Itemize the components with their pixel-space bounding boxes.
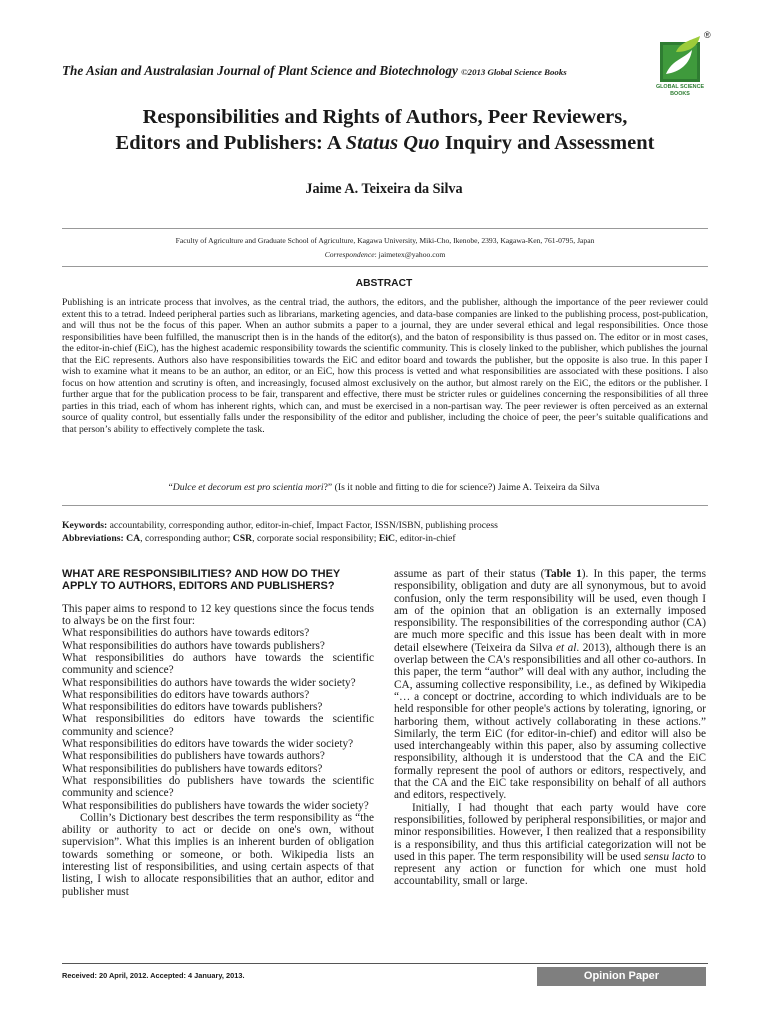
affiliation: Faculty of Agriculture and Graduate School of Agriculture, Kagawa University, Miki-Cho, Ikenobe, 2393, Kagawa-Ken, 761-0795, Japan xyxy=(175,236,595,245)
abstract-text: Publishing is an intricate process that involves, as the central triad, the authors, the editors, and the publisher, although the importance of the peer reviewer could extent this to a tetrad. Indeed peripheral parties such as librarians, marketing agencies, and data-base companies are linked to the publishing process, post-publication, and will thus not be the focus of this paper. When an author submits a paper to a journal, they are under several ethical and legal responsibilities. Once those responsibilities have been fulfilled, the manuscript then is in the hands of the editor(s), and the baton of responsibility is thus passed on. The editor or in most cases, the editor-in-chief (EiC), has the highest academic responsibility towards the scientific community. This is closely linked to the publisher, which publishes the journal that the EiC represents. Authors also have responsibilities towards the EiC and editor board and towards the publisher, but the opposite is also true. In this paper I wish to examine what it means to be an author, an editor, or an EiC, how this process is vetted and what responsibilities are associated with these positions. I also focus on how attention and scrutiny is often, and increasingly, focused almost exclusively on the author, but almost rarely on the EiC, the editors or the publisher. I further argue that for the publication process to be fair, transparent and effective, there must be stricter rules or guidelines concerning the responsibilities of all three parties in this triad, each of whom has inherent rights, which can, and must be exercised in a non-partisan way. The peer reviewer is often perceived as an external source of quality control, but essentially falls under the responsibility of the editor and publisher, including the choice of peer, the peer’s suitable qualifications and that person’s ability to effectively complete the task. xyxy=(62,297,708,435)
abstract-heading: ABSTRACT xyxy=(355,278,413,289)
question-12: What responsibilities do publishers have towards the wider society? xyxy=(62,799,369,812)
section-intro: This paper aims to respond to 12 key questions since the focus tends to always be on the first four: xyxy=(62,602,374,628)
divider-keywords xyxy=(62,505,708,506)
question-9: What responsibilities do publishers have towards authors? xyxy=(62,750,325,763)
journal-name: The Asian and Australasian Journal of Plant Science and Biotechnology xyxy=(62,63,458,78)
divider-top xyxy=(62,228,708,229)
paragraph-status xyxy=(394,568,706,802)
abbr-ca: CA xyxy=(126,532,141,544)
received-dates: Received: 20 April, 2012. Accepted: 4 January, 2013. xyxy=(62,971,245,980)
correspondence-sep: : xyxy=(374,250,379,259)
keywords-block xyxy=(62,520,708,545)
article-type-badge: Opinion Paper xyxy=(537,967,706,986)
abbr-csr: CSR xyxy=(232,532,253,544)
quote-open: “ xyxy=(168,482,173,493)
quote-latin: Dulce et decorum est pro scientia mori xyxy=(172,482,324,493)
abbreviations-label: Abbreviations: xyxy=(62,532,124,544)
abbr-csr-text: , corporate social responsibility; xyxy=(252,532,379,544)
paragraph-initially xyxy=(394,802,706,888)
keywords-label: Keywords: xyxy=(62,520,108,531)
question-1: What responsibilities do authors have towards editors? xyxy=(62,627,310,640)
column-left xyxy=(62,568,374,898)
question-7: What responsibilities do editors have towards the scientific community and science? xyxy=(62,713,374,738)
title-line-2-a: Editors and Publishers: A xyxy=(115,132,346,154)
divider-mid xyxy=(62,266,708,267)
correspondence-label: Correspondence xyxy=(324,250,375,259)
question-6: What responsibilities do editors have towards publishers? xyxy=(62,701,323,714)
p2-part-b: to represent any action or function for which one must hold accountability, small or large. xyxy=(394,850,707,888)
question-5: What responsibilities do editors have towards authors? xyxy=(62,688,310,701)
title-emphasis: Status Quo xyxy=(345,132,440,154)
copyright: ©2013 Global Science Books xyxy=(461,67,567,77)
author-name: Jaime A. Teixeira da Silva xyxy=(305,181,463,197)
abbreviations xyxy=(62,533,708,546)
leaf-logo-icon xyxy=(652,30,712,90)
logo-text-line1: GLOBAL SCIENCE xyxy=(655,84,705,90)
p1-part-a: assume as part of their status ( xyxy=(394,568,545,580)
column-right xyxy=(394,568,706,888)
correspondence-email[interactable]: jaimetex@yahoo.com xyxy=(378,250,446,259)
question-8: What responsibilities do editors have towards the wider society? xyxy=(62,738,354,751)
correspondence xyxy=(40,250,730,259)
publisher-logo xyxy=(652,30,712,102)
footer-rule xyxy=(62,963,708,964)
question-3: What responsibilities do authors have towards the scientific community and science? xyxy=(62,652,374,677)
title-line-2-b: Inquiry and Assessment xyxy=(439,132,655,154)
epigraph-quote xyxy=(0,482,768,493)
question-4: What responsibilities do authors have towards the wider society? xyxy=(62,676,356,689)
paper-title xyxy=(40,104,730,156)
question-11: What responsibilities do publishers have towards the scientific community and science? xyxy=(62,774,374,800)
title-line-1: Responsibilities and Rights of Authors, Peer Reviewers, xyxy=(142,106,628,128)
registered-mark: ® xyxy=(704,30,711,40)
logo-text-line2: BOOKS xyxy=(670,91,690,97)
collins-paragraph: Collin’s Dictionary best describes the term responsibility as “the ability or authority to act or decide on one's own, without supervision”. What this implies is an inherent burden of obligation towards something or someone, or both. Wikipedia lists an interesting list of responsibilities, and using certain aspects of that listing, I wish to allocate responsibilities that an author, editor and publisher must xyxy=(62,811,374,898)
title-line-2 xyxy=(40,130,730,156)
abbr-eic: EiC xyxy=(378,532,395,544)
table-reference[interactable]: Table 1 xyxy=(544,568,582,580)
keywords xyxy=(62,520,708,533)
question-10: What responsibilities do publishers have towards editors? xyxy=(62,762,323,775)
keywords-text: accountability, corresponding author, editor-in-chief, Impact Factor, ISSN/ISBN, publishing process xyxy=(107,520,498,531)
journal-header xyxy=(62,63,567,79)
p2-part-a: Initially, I had thought that each party would have core responsibilities, followed by peripheral responsibilities, or major and minor responsibilities. However, I then realized that a responsibility is a responsibility, and thus this artificial categorization will not be used in this paper. The term responsibility will be used xyxy=(394,801,706,863)
p1-part-c: . 2013), although there is an overlap between the CA's responsibilities and all other co-authors. In this paper, the term “author” will deal with any author, including the CA, assuming collective responsibility, i.e., as defined by Wikipedia “… a concept or doctrine, according to which individuals are to be held responsible for other people's actions by tolerating, ignoring, or harboring them, without actively collaborating in these actions.” Similarly, the term EiC (for editor-in-chief) and editor will also be used interchangeably within this paper, also by assuming collective responsibility, although it is understood that the CA and the EiC formally represent the pool of authors or editors, respectively, and that the CA and the EiC take responsibility on behalf of all authors and editors, respectively. xyxy=(394,641,707,802)
abbr-ca-text: , corresponding author; xyxy=(140,532,233,544)
section-heading: WHAT ARE RESPONSIBILITIES? AND HOW DO THEY APPLY TO AUTHORS, EDITORS AND PUBLISHERS? xyxy=(62,568,341,593)
sensu-lacto: sensu lacto xyxy=(643,850,695,863)
abbr-eic-text: , editor-in-chief xyxy=(394,532,456,544)
question-2: What responsibilities do authors have towards publishers? xyxy=(62,639,325,652)
et-al: et al xyxy=(556,641,577,654)
p1-part-b: ). In this paper, the terms responsibility, obligation and duty are all synonymous, but to avoid confusion, only the term responsibility will be used, even though I am of the opinion that an obligation is an externally imposed responsibility. The responsibilities of the corresponding author (CA) are much more specific and this issue has been dealt with in more detail elsewhere (Teixeira da Silva xyxy=(394,568,706,654)
quote-rest: ?” (Is it noble and fitting to die for science?) Jaime A. Teixeira da Silva xyxy=(323,482,600,493)
